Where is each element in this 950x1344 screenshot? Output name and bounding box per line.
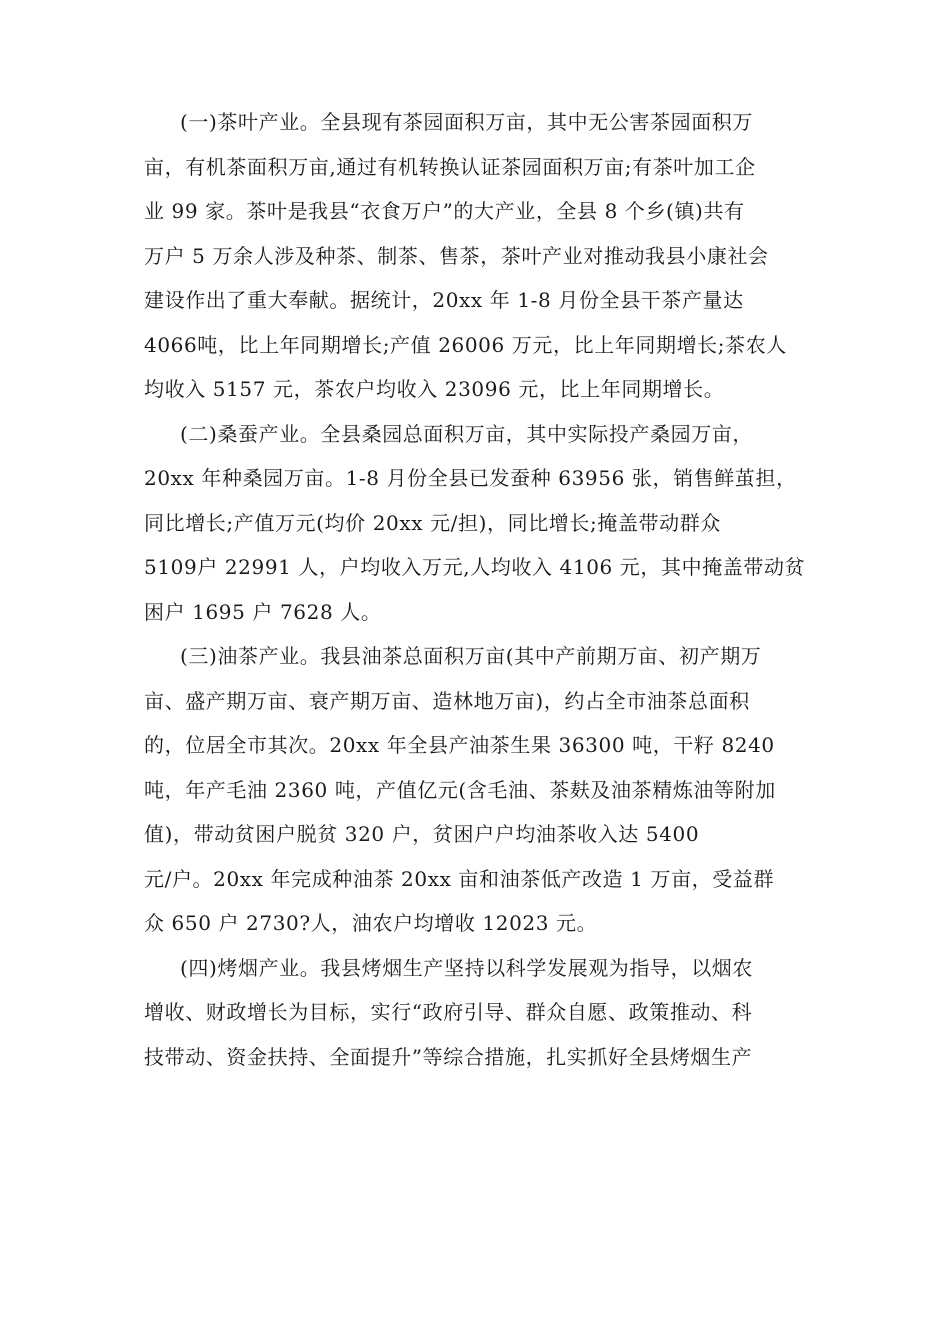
text-line: 同比增长;产值万元(均价 20xx 元/担)，同比增长;掩盖带动群众 [144, 510, 721, 535]
text-line: 值)，带动贫困户脱贫 320 户，贫困户户均油茶收入达 5400 [144, 822, 700, 846]
text-line: 技带动、资金扶持、全面提升”等综合措施，扎实抓好全县烤烟生产 [144, 1044, 753, 1069]
paragraph-sericulture-industry [144, 412, 824, 635]
text-line: 业 99 家。茶叶是我县“衣食万户”的大产业，全县 8 个乡(镇)共有 [144, 199, 745, 223]
document-body [144, 100, 824, 1079]
text-line: 4066吨，比上年同期增长;产值 26006 万元，比上年同期增长;茶农人 [144, 332, 787, 357]
text-line: 建设作出了重大奉献。据统计，20xx 年 1-8 月份全县干茶产量达 [144, 288, 744, 312]
text-line: 吨，年产毛油 2360 吨，产值亿元(含毛油、茶麸及油茶精炼油等附加 [144, 777, 776, 802]
text-line: (四)烤烟产业。我县烤烟生产坚持以科学发展观为指导，以烟农 [180, 955, 754, 980]
text-line: 的，位居全市其次。20xx 年全县产油茶生果 36300 吨，干籽 8240 [144, 733, 775, 757]
text-line: 5109户 22991 人，户均收入万元,人均收入 4106 元，其中掩盖带动贫 [144, 555, 806, 579]
text-line: 亩，有机茶面积万亩,通过有机转换认证茶园面积万亩;有茶叶加工企 [144, 154, 756, 179]
paragraph-oil-tea-industry [144, 634, 824, 946]
text-line: 增收、财政增长为目标，实行“政府引导、群众自愿、政策推动、科 [144, 1000, 753, 1024]
text-line: 困户 1695 户 7628 人。 [144, 599, 382, 624]
text-line: 亩、盛产期万亩、衰产期万亩、造林地万亩)，约占全市油茶总面积 [144, 688, 750, 713]
text-line: (一)茶叶产业。全县现有茶园面积万亩，其中无公害茶园面积万 [180, 110, 754, 134]
text-line: 均收入 5157 元，茶农户均收入 23096 元，比上年同期增长。 [144, 377, 725, 401]
text-line: 万户 5 万余人涉及种茶、制茶、售茶，茶叶产业对推动我县小康社会 [144, 243, 769, 268]
text-line: 元/户。20xx 年完成种油茶 20xx 亩和油茶低产改造 1 万亩，受益群 [144, 866, 775, 891]
text-line: 20xx 年种桑园万亩。1-8 月份全县已发蚕种 63956 张，销售鲜茧担， [144, 466, 797, 490]
paragraph-tobacco-industry [144, 946, 824, 1080]
paragraph-tea-industry [144, 100, 824, 412]
text-line: (二)桑蚕产业。全县桑园总面积万亩，其中实际投产桑园万亩， [180, 421, 754, 446]
text-line: 众 650 户 2730?人，油农户均增收 12023 元。 [144, 911, 598, 935]
text-line: (三)油茶产业。我县油茶总面积万亩(其中产前期万亩、初产期万 [180, 644, 762, 668]
